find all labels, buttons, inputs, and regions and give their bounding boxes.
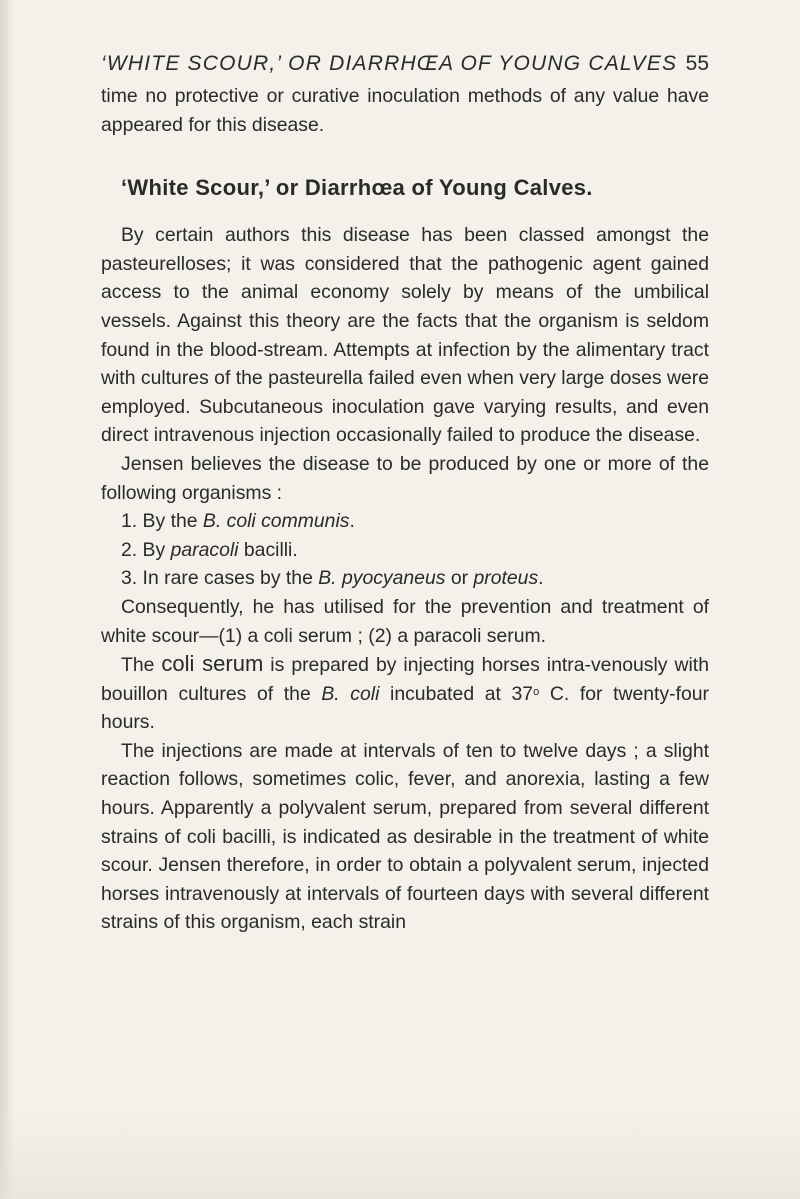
section-heading: ‘White Scour,’ or Diarrhœa of Young Calves. [121, 175, 593, 201]
continuation-paragraph: time no protective or curative inoculation methods of any value have appeared for this disease. [101, 85, 709, 136]
paragraph-4: The coli serum is prepared by injecting horses intra-venously with bouillon cultures of the B. coli incubated at 37$^o$ C. for twenty-four hours. [101, 651, 710, 734]
organism-name: B. coli communis [202, 510, 350, 533]
organism-name: B. coli [321, 682, 380, 705]
page-gutter-shadow [0, 0, 14, 1199]
book-page [101, 52, 709, 937]
list-item-1: 1. By the B. coli communis. [121, 510, 355, 533]
list-item-2: 2. By paracoli bacilli. [121, 538, 298, 561]
page-bottom-shadow [0, 1109, 800, 1199]
list-item-3: 3. In rare cases by the B. pyocyaneus or proteus. [121, 567, 544, 590]
organism-name: B. pyocyaneus [318, 567, 446, 590]
degree-mark: o [533, 685, 540, 698]
paragraph-1: By certain authors this disease has been classed amongst the pasteurelloses; it was considered that the pathogenic agent gained access to the animal economy solely by means of the umbilical vessels. Against this theory are the facts that the organism is seldom found in the blood-stream. Attempts at infection by the alimentary tract with cultures of the pasteurella failed even when very large doses were employed. Subcutaneous inoculation gave varying results, and even direct intravenous injection occasionally failed to produce the disease. [101, 224, 709, 447]
organism-name: paracoli [170, 538, 239, 561]
paragraph-5: The injections are made at intervals of ten to twelve days ; a slight reaction follows, sometimes colic, fever, and anorexia, lasting a few hours. Apparently a polyvalent serum, prepared from several different strains of coli bacilli, is indicated as desirable in the treatment of white scour. Jensen therefore, in order to obtain a polyvalent serum, injected horses intravenously at intervals of fourteen days with several different strains of this organism, each strain [101, 739, 709, 934]
running-title: ‘WHITE SCOUR,’ OR DIARRHŒA OF YOUNG CALVES [101, 52, 678, 75]
page-number: 55 [685, 52, 709, 75]
running-head [101, 52, 709, 76]
coli-serum-emphasis: coli serum [161, 651, 264, 677]
paragraph-3: Consequently, he has utilised for the prevention and treatment of white scour—(1) a coli serum ; (2) a paracoli serum. [101, 595, 709, 647]
paragraph-2: Jensen believes the disease to be produced by one or more of the following organisms : [101, 452, 709, 504]
organism-name: proteus [473, 567, 539, 590]
